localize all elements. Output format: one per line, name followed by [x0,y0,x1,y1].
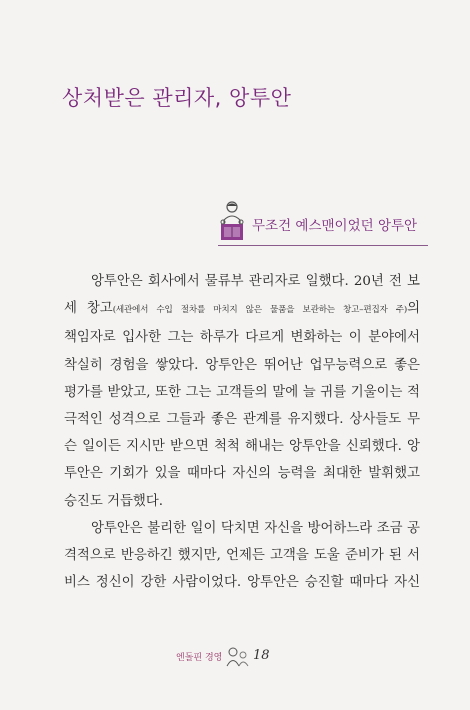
paragraph [64,268,420,515]
body-text [64,268,420,596]
book-title: 엔돌핀 경영 [176,653,223,663]
paragraph [64,515,420,597]
text-line: 착실히 경험을 쌓았다. 앙투안은 뛰어난 업무능력으로 좋은 [64,357,420,373]
text-line: 비스 정신이 강한 사람이었다. 앙투안은 승진할 때마다 자신 [64,575,420,591]
section-divider [218,245,428,246]
text-line: 슨 일이든 지시만 받으면 척척 해내는 앙투안을 신뢰했다. 앙 [64,439,420,455]
text-segment: 세 창고 [64,301,113,317]
text-line: 앙투안은 회사에서 물류부 관리자로 일했다. 20년 전 보 [91,274,420,289]
reading-person-icon [218,200,246,244]
text-line: 투안은 기회가 있을 때마다 자신의 능력을 최대한 발휘했고 [64,466,420,482]
page-number: 18 [253,648,270,663]
text-line: 극적인 성격으로 그들과 좋은 관계를 유지했다. 상사들도 무 [64,412,420,428]
text-line: 평가를 받았고, 또한 그는 고객들의 말에 늘 귀를 기울이는 적 [64,384,420,400]
text-line [64,295,420,324]
text-line: 승진도 거듭했다. [64,493,164,509]
chapter-title: 상처받은 관리자, 앙투안 [62,86,292,110]
text-line: 격적으로 반응하긴 했지만, 언제든 고객을 도울 준비가 된 서 [64,548,420,564]
text-line: 앙투안은 불리한 일이 닥치면 자신을 방어하느라 조금 공 [91,520,420,536]
section-header [218,200,428,248]
text-line: 책임자로 입사한 그는 하루가 다르게 변화하는 이 분야에서 [64,330,420,346]
small-figure-icon [224,646,250,668]
text-segment: 의 [407,301,420,317]
page-footer [176,646,306,670]
editor-note: (세관에서 수입 절차를 마치지 않은 물품을 보관하는 창고–편집자 주) [112,305,408,316]
section-heading: 무조건 예스맨이었던 앙투안 [252,218,418,234]
